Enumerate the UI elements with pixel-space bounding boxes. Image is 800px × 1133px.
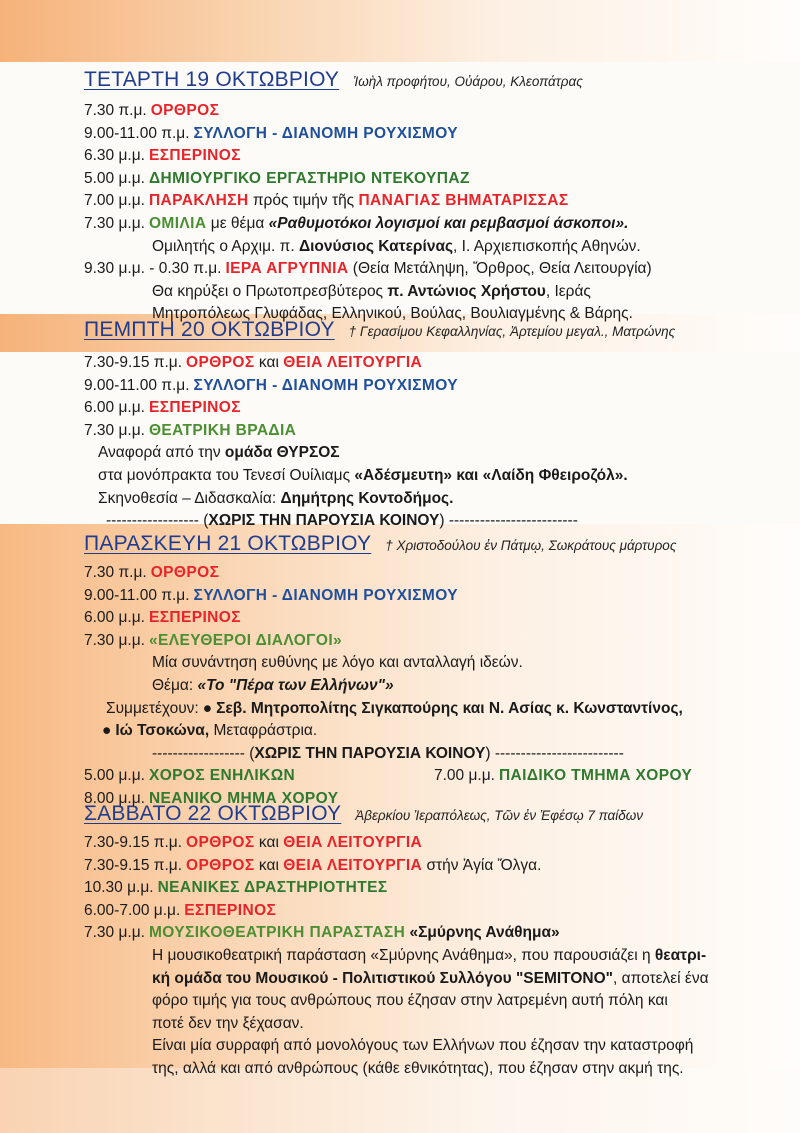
event-row: 7.30 μ.μ. ΟΜΙΛΙΑ με θέμα «Ραθυμοτόκοι λογισμοί και ρεμβασμοί άσκοποι». — [84, 214, 629, 232]
day-title: ΠΑΡΑΣΚΕΥΗ 21 ΟΚΤΩΒΡΙΟΥ — [84, 532, 372, 555]
no-audience-notice: ------------------ (ΧΩΡΙΣ ΤΗΝ ΠΑΡΟΥΣΙΑ ΚΟΙΝΟΥ) ------------------------- — [152, 744, 624, 762]
event-row: 7.30 μ.μ. ΘΕΑΤΡΙΚΗ ΒΡΑΔΙΑ — [84, 421, 297, 439]
event-row: 7.30-9.15 π.μ. ΟΡΘΡΟΣ και ΘΕΙΑ ΛΕΙΤΟΥΡΓΙΑ στήν Ἁγία Ὄλγα. — [84, 856, 542, 874]
bullet-icon: ● — [102, 722, 112, 740]
event-detail: Θέμα: «Το "Πέρα των Ελλήνων"» — [152, 676, 394, 694]
event-detail: κή ομάδα του Μουσικού - Πολιτιστικού Συλλόγου "SEMITONO", αποτελεί ένα — [152, 969, 709, 987]
event-row: 6.00 μ.μ. ΕΣΠΕΡΙΝΟΣ — [84, 609, 241, 627]
event-row: 9.00-11.00 π.μ. ΣΥΛΛΟΓΗ - ΔΙΑΝΟΜΗ ΡΟΥΧΙΣΜΟΥ — [84, 124, 458, 142]
saints-of-day: † Χριστοδούλου ἐν Πάτμῳ, Σωκράτους μάρτυρος — [385, 538, 677, 553]
event-detail: ● Ιώ Τσοκώνα, Μεταφράστρια. — [102, 722, 318, 740]
header-band-top — [0, 0, 800, 62]
saints-of-day: † Γερασίμου Κεφαλληνίας, Ἀρτεμίου μεγαλ., Ματρώνης — [348, 324, 676, 339]
event-detail: Συμμετέχουν: ● Σεβ. Μητροπολίτης Σιγκαπούρης και Ν. Ασίας κ. Κωνσταντίνος, — [106, 699, 683, 717]
day-title: ΠΕΜΠΤΗ 20 ΟΚΤΩΒΡΙΟΥ — [84, 318, 335, 341]
event-row: 7.30-9.15 π.μ. ΟΡΘΡΟΣ και ΘΕΙΑ ΛΕΙΤΟΥΡΓΙΑ — [84, 834, 423, 851]
event-row: 9.00-11.00 π.μ. ΣΥΛΛΟΓΗ - ΔΙΑΝΟΜΗ ΡΟΥΧΙΣΜΟΥ — [84, 376, 458, 394]
event-detail: Αναφορά από την ομάδα ΘΥΡΣΟΣ — [98, 444, 340, 462]
event-detail: στα μονόπρακτα του Τενεσί Ουίλιαμς «Αδέσμευτη» και «Λαίδη Φθειροζόλ». — [98, 466, 628, 484]
event-row: 7.30 μ.μ. «ΕΛΕΥΘΕΡΟΙ ΔΙΑΛΟΓΟΙ» — [84, 631, 343, 649]
no-audience-notice: ------------------ (ΧΩΡΙΣ ΤΗΝ ΠΑΡΟΥΣΙΑ ΚΟΙΝΟΥ) ------------------------- — [106, 512, 578, 530]
section-header-thursday — [84, 318, 675, 342]
event-detail: φόρο τιμής για τους ανθρώπους που έζησαν στην λατρεμένη αυτή πόλη και — [152, 992, 668, 1010]
day-title: ΤΕΤΑΡΤΗ 19 ΟΚΤΩΒΡΙΟΥ — [84, 68, 340, 91]
event-row: 7.30 π.μ. ΟΡΘΡΟΣ — [84, 102, 220, 119]
event-row: 5.00 μ.μ. ΧΟΡΟΣ ΕΝΗΛΙΚΩΝ 7.00 μ.μ. ΠΑΙΔΙΚΟ ΤΜΗΜΑ ΧΟΡΟΥ — [84, 765, 780, 788]
event-detail: Ομιλητής ο Αρχιμ. π. Διονύσιος Κατερίνας, Ι. Αρχιεπισκοπής Αθηνών. — [152, 237, 641, 255]
event-detail: Θα κηρύξει ο Πρωτοπρεσβύτερος π. Αντώνιος Χρήστου, Ιεράς — [152, 282, 591, 300]
event-row: 8.00 μ.μ. ΝΕΑΝΙΚΟ ΜΗΜΑ ΧΟΡΟΥ — [84, 789, 339, 807]
event-row: 6.00 μ.μ. ΕΣΠΕΡΙΝΟΣ — [84, 399, 241, 417]
event-detail: ποτέ δεν την ξέχασαν. — [152, 1014, 304, 1032]
event-row: 9.00-11.00 π.μ. ΣΥΛΛΟΓΗ - ΔΙΑΝΟΜΗ ΡΟΥΧΙΣΜΟΥ — [84, 586, 458, 604]
event-detail: Σκηνοθεσία – Διδασκαλία: Δημήτρης Κοντοδήμος. — [98, 489, 454, 507]
event-row: 7.30-9.15 π.μ. ΟΡΘΡΟΣ και ΘΕΙΑ ΛΕΙΤΟΥΡΓΙΑ — [84, 354, 423, 371]
event-detail: της, αλλά και από ανθρώπους (κάθε εθνικότητας), που έζησαν στην ακμή της. — [152, 1059, 684, 1077]
event-row: 7.30 μ.μ. ΜΟΥΣΙΚΟΘΕΑΤΡΙΚΗ ΠΑΡΑΣΤΑΣΗ «Σμύρνης Ανάθημα» — [84, 924, 560, 942]
bullet-icon: ● — [202, 699, 213, 717]
event-row: 6.30 μ.μ. ΕΣΠΕΡΙΝΟΣ — [84, 147, 241, 165]
schedule-thursday — [84, 352, 780, 533]
section-header-saturday — [84, 802, 643, 826]
section-header-friday — [84, 532, 676, 556]
section-header-wednesday — [84, 68, 583, 92]
event-row: 9.30 μ.μ. - 0.30 π.μ. ΙΕΡΑ ΑΓΡΥΠΝΙΑ (Θεία Μετάληψη, Ὄρθρος, Θεία Λειτουργία) — [84, 260, 652, 278]
event-row: 6.00-7.00 μ.μ. ΕΣΠΕΡΙΝΟΣ — [84, 901, 277, 919]
schedule-wednesday — [84, 100, 780, 326]
event-detail: Η μουσικοθεατρική παράσταση «Σμύρνης Ανάθημα», που παρουσιάζει η θεατρι- — [152, 946, 707, 964]
event-row-secondary: 7.00 μ.μ. ΠΑΙΔΙΚΟ ΤΜΗΜΑ ΧΟΡΟΥ — [434, 767, 693, 785]
event-detail: Είναι μία συρραφή από μονολόγους των Ελλήνων που έζησαν την καταστροφή — [152, 1037, 694, 1055]
saints-of-day: Ἰωὴλ προφήτου, Οὐάρου, Κλεοπάτρας — [353, 74, 583, 89]
event-row: 5.00 μ.μ. ΔΗΜΙΟΥΡΓΙΚΟ ΕΡΓΑΣΤΗΡΙΟ ΝΤΕΚΟΥΠΑΖ — [84, 169, 470, 187]
event-detail: Μία συνάντηση ευθύνης με λόγο και ανταλλαγή ιδεών. — [152, 654, 523, 672]
saints-of-day: Ἀβερκίου Ἱεραπόλεως, Τῶν ἐν Ἐφέσῳ 7 παίδων — [355, 808, 643, 823]
day-title: ΣΑΒΒΑΤΟ 22 ΟΚΤΩΒΡΙΟΥ — [84, 802, 342, 825]
event-row: 7.30 π.μ. ΟΡΘΡΟΣ — [84, 564, 220, 581]
schedule-friday — [84, 562, 780, 811]
schedule-saturday — [84, 832, 780, 1081]
event-row: 10.30 μ.μ. ΝΕΑΝΙΚΕΣ ΔΡΑΣΤΗΡΙΟΤΗΤΕΣ — [84, 879, 388, 897]
event-detail: Μητροπόλεως Γλυφάδας, Ελληνικού, Βούλας, Βουλιαγμένης & Βάρης. — [152, 305, 633, 323]
event-row: 7.00 μ.μ. ΠΑΡΑΚΛΗΣΗ πρός τιμήν τῆς ΠΑΝΑΓΙΑΣ ΒΗΜΑΤΑΡΙΣΣΑΣ — [84, 192, 569, 210]
